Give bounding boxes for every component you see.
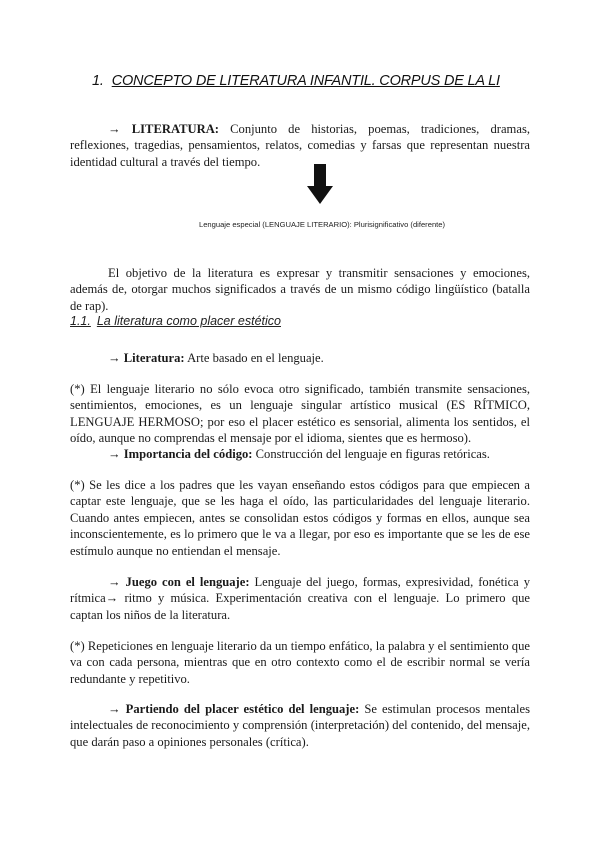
- arrow-glyph: →: [108, 351, 121, 365]
- caption: Lenguaje especial (LENGUAJE LITERARIO): Plurisignificativo (diferente): [198, 220, 446, 229]
- juego-text: Lenguaje del juego, formas, expresividad, fonética y rítmica→ ritmo y música. Experimentación creativa con el lenguaje. Lo primero que captan los niños de la literatura.: [70, 575, 530, 622]
- note-3: (*) Repeticiones en lenguaje literario da un tiempo enfático, la palabra y el sentimiento que va con cada persona, mientras que en otro contexto como el de escribir normal se vería redundante y repetitivo.: [70, 639, 530, 686]
- importancia-text: Construcción del lenguaje en figuras retóricas.: [252, 447, 490, 461]
- heading-1-text: CONCEPTO DE LITERATURA INFANTIL. CORPUS DE LA LI: [111, 73, 500, 89]
- arrow-glyph: →: [108, 575, 121, 589]
- heading-2-text: La literatura como placer estético: [96, 314, 281, 328]
- literatura-definition: [70, 121, 530, 170]
- literatura-arte-label: Literatura:: [123, 351, 185, 365]
- note-1: (*) El lenguaje literario no sólo evoca otro significado, también transmite sensaciones, sentimientos, emociones, es un lenguaje singular artístico musical (ES RÍTMICO, LENGUAJE HERMOSO; por eso el placer estético es sensorial, alimenta los sentidos, el oído, aunque no comprendas el mensaje por el idioma, sientes que es hermoso).: [70, 382, 530, 446]
- down-arrow-icon: [307, 164, 333, 204]
- partiendo-placer: [70, 701, 530, 750]
- juego-label: Juego con el lenguaje:: [125, 575, 250, 589]
- heading-2-number: 1.1.: [70, 314, 91, 328]
- literatura-arte-text: Arte basado en el lenguaje.: [184, 351, 324, 365]
- partiendo-text: Se estimulan procesos mentales intelectuales de reconocimiento y comprensión (interpretación) del contenido, del mensaje, que darán paso a opiniones personales (crítica).: [70, 702, 530, 749]
- juego-lenguaje: [70, 574, 530, 623]
- note-2: (*) Se les dice a los padres que les vayan enseñando estos códigos para que empiecen a captar este lenguaje, que se les haga el oído, las particularidades del lenguaje literario. Cuando antes empiecen, antes se consolidan estos códigos y formas en ellos, aunque sea inconscientemente, es lo primero que le va a llegar, por eso es importante que se les de ese estímulo aunque no entiendan el mensaje.: [70, 478, 530, 558]
- importancia-label: Importancia del código:: [123, 447, 253, 461]
- importancia-codigo: [70, 446, 530, 462]
- heading-1-number: 1.: [92, 73, 104, 89]
- literatura-arte: [70, 350, 530, 366]
- heading-1: [92, 73, 512, 89]
- arrow-glyph: →: [108, 447, 121, 461]
- heading-2: [70, 314, 281, 328]
- arrow-glyph: →: [108, 122, 121, 136]
- objective-paragraph: El objetivo de la literatura es expresar y transmitir sensaciones y emociones, además de, otorgar muchos significados a través de un mismo código lingüístico (batalla de rap).: [70, 266, 530, 313]
- literatura-text: Conjunto de historias, poemas, tradiciones, dramas, reflexiones, tragedias, pensamientos, relatos, comedias y farsas que representan nuestra identidad cultural a través del tiempo.: [70, 122, 530, 169]
- literatura-label: LITERATURA:: [131, 122, 219, 136]
- partiendo-label: Partiendo del placer estético del lenguaje:: [125, 702, 360, 716]
- arrow-glyph: →: [108, 702, 121, 716]
